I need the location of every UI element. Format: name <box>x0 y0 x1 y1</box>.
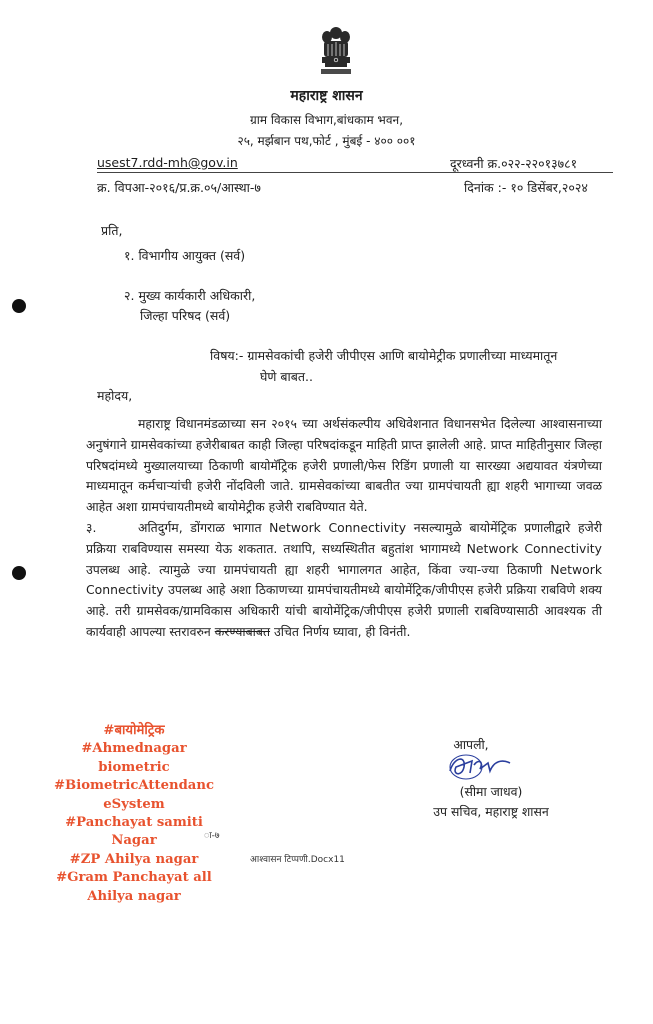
signature-icon <box>444 751 516 781</box>
punch-hole-top <box>12 299 26 313</box>
hashtag: Ahilya nagar <box>87 888 181 904</box>
hashtag: #Ahmednagar <box>81 741 187 757</box>
department-line: ग्राम विकास विभाग,बांधकाम भवन, <box>249 113 404 127</box>
letter-date: दिनांक :- १० डिसेंबर,२०२४ <box>464 180 588 195</box>
recipient-1: १. विभागीय आयुक्त (सर्व) <box>124 248 246 263</box>
hashtag: #ZP Ahilya nagar <box>69 851 199 867</box>
signatory-name: (सीमा जाधव) <box>459 784 523 799</box>
reference-number: क्र. विपआ-२०१६/प्र.क्र.०५/आस्था-७ <box>97 180 261 195</box>
hashtag-overlay <box>40 722 228 906</box>
punch-hole-bottom <box>12 566 26 580</box>
footer-file-name: आश्वासन टिप्पणी.Docx11 <box>250 855 345 865</box>
hashtag: Nagar <box>111 833 157 849</box>
government-title: महाराष्ट्र शासन <box>290 88 363 104</box>
signatory-designation: उप सचिव, महाराष्ट्र शासन <box>433 804 549 819</box>
signature-block <box>396 736 586 820</box>
hashtag: #Gram Panchayat all <box>56 870 212 886</box>
struck-text: करण्याबाबत <box>214 623 271 639</box>
hashtag: #Panchayat samiti <box>65 815 203 831</box>
salutation: महोदय, <box>97 388 133 403</box>
hashtag: eSystem <box>103 796 165 812</box>
to-label: प्रति, <box>101 223 123 238</box>
body-paragraph-1: महाराष्ट्र विधानमंडळाच्या सन २०१५ च्या अर्थसंकल्पीय अधिवेशनात विधानसभेत दिलेल्या आश्वासनाच्या अनुषंगाने ग्रामसेवकांच्या हजेरीबाबत काही जिल्हा परिषदांकडून माहिती प्राप्त झालेली आहे. प्राप्त माहितीनुसार जिल्हा परिषदांमध्ये मुख्यालयाच्या ठिकाणी बायोमॅट्रिक हजेरी प्रणाली/फेस रिडिंग प्रणाली या सारख्या अद्ययावत यंत्रणेच्या माध्यमातून कर्मचाऱ्यांची हजेरी नोंदविली जाते. ग्रामसेवकांच्या बाबतीत ज्या ग्रामपंचायती ह्या शहरी भागाच्या जवळ आहेत अशा ग्रामपंचायतीमध्ये बायोमेट्रीक हजेरी राबविण्यात येते. <box>86 416 602 515</box>
hashtag: biometric <box>98 759 170 775</box>
hashtag: #बायोमेट्रिक <box>103 723 165 738</box>
closing-text: आपली, <box>453 737 489 752</box>
hashtag: #BiometricAttendanc <box>54 778 214 794</box>
national-emblem-icon <box>318 24 354 76</box>
email-text: usest7.rdd-mh@gov.in <box>97 155 238 170</box>
address-line: २५, मर्झबान पथ,फोर्ट , मुंबई - ४०० ००१ <box>237 134 416 148</box>
footer-ref-fragment: ा-७ <box>204 831 220 841</box>
body-paragraph-2 <box>86 518 602 643</box>
paragraph-2-end: उचित निर्णय घ्यावा, ही विनंती. <box>273 623 411 639</box>
letter-body <box>86 414 602 643</box>
recipient-2-line1: २. मुख्य कार्यकारी अधिकारी, <box>124 288 256 303</box>
phone-text: दूरध्वनी क्र.०२२-२२०१३७८१ <box>450 156 578 171</box>
recipient-2-line2: जिल्हा परिषद (सर्व) <box>140 308 231 323</box>
paragraph-number: ३. <box>86 519 97 535</box>
header-divider <box>97 172 613 173</box>
subject-line2: घेणे बाबत.. <box>260 369 313 384</box>
subject-line1: विषय:- ग्रामसेवकांची हजेरी जीपीएस आणि बायोमेट्रीक प्रणालीच्या माध्यमातून <box>210 348 558 363</box>
paragraph-2-text: अतिदुर्गम, डोंगराळ भागात Network Connectivity नसल्यामुळे बायोमेंट्रिक प्रणालीद्वारे हजेरी प्रक्रिया राबविण्यास समस्या येऊ शकतात. तथापि, सध्यस्थितीत बहुतांश भागामध्ये Network Connectivity उपलब्ध आहे. त्यामुळे ज्या ग्रामपंचायती ह्या शहरी भागालगत आहेत, किंवा ज्या-ज्या ठिकाणी Network Connectivity उपलब्ध आहे अशा ठिकाणच्या ग्रामपंचायतीमध्ये बायोमेंट्रिक/जीपीएस हजेरी प्रक्रिया राबविणे शक्य आहे. तरी ग्रामसेवक/ग्रामविकास अधिकारी यांची बायोमेंट्रिक/जीपीएस हजेरी प्रणाली राबविण्यासाठी आवश्यक ती कार्यवाही आपल्या स्तरावरुन <box>86 519 602 639</box>
